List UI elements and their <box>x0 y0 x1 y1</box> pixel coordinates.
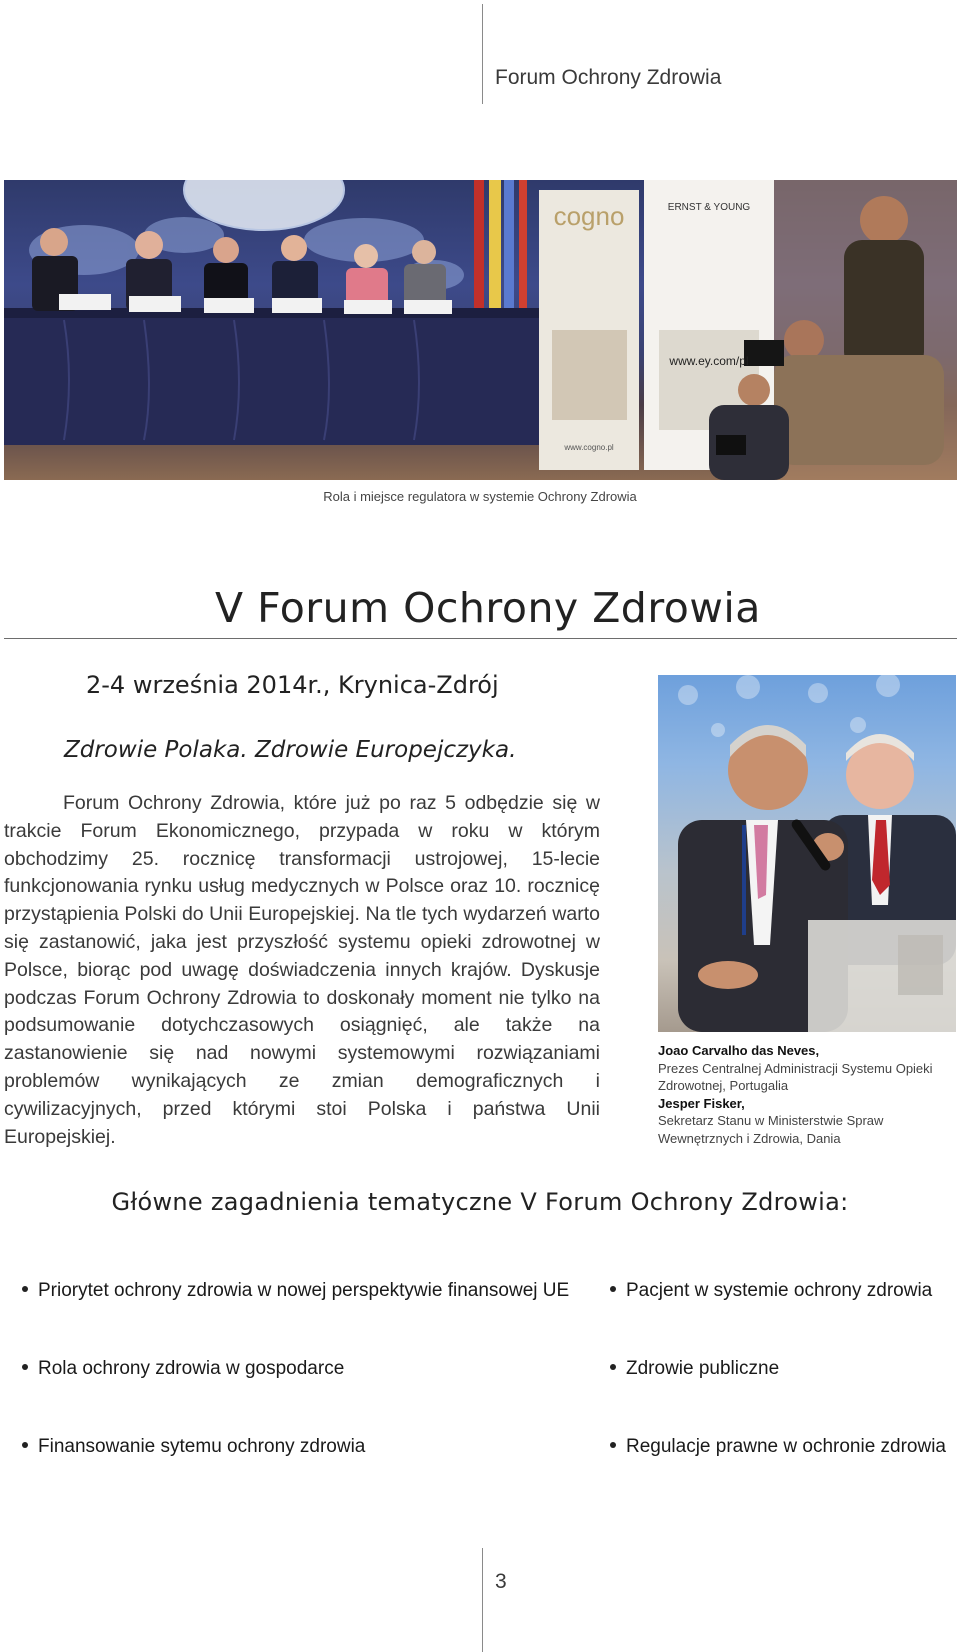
header-divider <box>482 4 483 104</box>
bullet-icon <box>22 1442 28 1448</box>
event-slogan: Zdrowie Polaka. Zdrowie Europejczyka. <box>64 737 517 763</box>
topic-label: Priorytet ochrony zdrowia w nowej perspektywie finansowej UE <box>38 1280 570 1301</box>
bullet-icon <box>610 1286 616 1292</box>
topic-item <box>22 1436 365 1458</box>
topic-label: Zdrowie publiczne <box>626 1358 780 1379</box>
speaker-2-role: Sekretarz Stanu w Ministerstwie Spraw Wewnętrznych i Zdrowia, Dania <box>658 1113 884 1146</box>
footer-divider <box>482 1548 483 1652</box>
banner-text-cogno: cogno <box>553 201 625 231</box>
conference-panel-photo <box>4 180 957 480</box>
event-date-place: 2-4 września 2014r., Krynica-Zdrój <box>86 671 499 699</box>
banner-url-cogno: www.cogno.pl <box>564 443 614 452</box>
banner-url-ey: www.ey.com/pl <box>669 354 749 368</box>
banner-text-ey: ERNST & YOUNG <box>667 202 751 213</box>
bullet-icon <box>610 1442 616 1448</box>
page-number: 3 <box>495 1570 507 1593</box>
conference-photo-illustration <box>4 180 957 480</box>
bullet-icon <box>610 1364 616 1370</box>
intro-paragraph: Forum Ochrony Zdrowia, które już po raz 5 odbędzie się w trakcie Forum Ekonomicznego, przypada w roku w którym obchodzimy 25. rocznicę transformacji ustrojowej, 15-lecie funkcjonowania rynku usług medycznych w Polsce oraz 10. rocznicę przystąpienia Polski do Unii Europejskiej. Na tle tych wydarzeń warto się zastanowić, jaka jest przyszłość systemu opieki zdrowotnej w Polsce, biorąc pod uwagę doświadczenia innych krajów. Dyskusje podczas Forum Ochrony Zdrowia to doskonały moment nie tylko na podsumowanie dotychczasowych osiągnięć, ale także na zastanowienie się nad nowymi systemowymi rozwiązaniami problemów wynikających ze zmian demograficznych i cywilizacyjnych, przed którymi stoi Polska i państwa Unii Europejskiej. <box>4 792 600 1148</box>
speaker-2-name: Jesper Fisker, <box>658 1095 745 1111</box>
conference-photo-caption: Rola i miejsce regulatora w systemie Ochrony Zdrowia <box>323 489 637 504</box>
topic-label: Rola ochrony zdrowia w gospodarce <box>38 1358 345 1379</box>
speakers-photo-caption <box>658 1042 958 1147</box>
bullet-icon <box>22 1364 28 1370</box>
topic-item <box>22 1280 569 1302</box>
speaker-1-name: Joao Carvalho das Neves, <box>658 1043 820 1058</box>
topic-item <box>22 1358 344 1380</box>
topic-label: Regulacje prawne w ochronie zdrowia <box>626 1436 947 1457</box>
topic-item <box>610 1358 779 1380</box>
topic-label: Finansowanie sytemu ochrony zdrowia <box>38 1436 366 1457</box>
speakers-photo-illustration <box>658 675 956 1032</box>
topic-item <box>610 1436 946 1458</box>
running-header-title: Forum Ochrony Zdrowia <box>495 66 722 89</box>
page-title: V Forum Ochrony Zdrowia <box>215 584 761 632</box>
topic-item <box>610 1280 932 1302</box>
title-underline <box>4 638 957 639</box>
speakers-photo <box>658 675 956 1032</box>
topics-heading: Główne zagadnienia tematyczne V Forum Ochrony Zdrowia: <box>111 1188 849 1216</box>
bullet-icon <box>22 1286 28 1292</box>
topic-label: Pacjent w systemie ochrony zdrowia <box>626 1280 933 1301</box>
speaker-1-role: Prezes Centralnej Administracji Systemu Opieki Zdrowotnej, Portugalia <box>658 1060 933 1093</box>
